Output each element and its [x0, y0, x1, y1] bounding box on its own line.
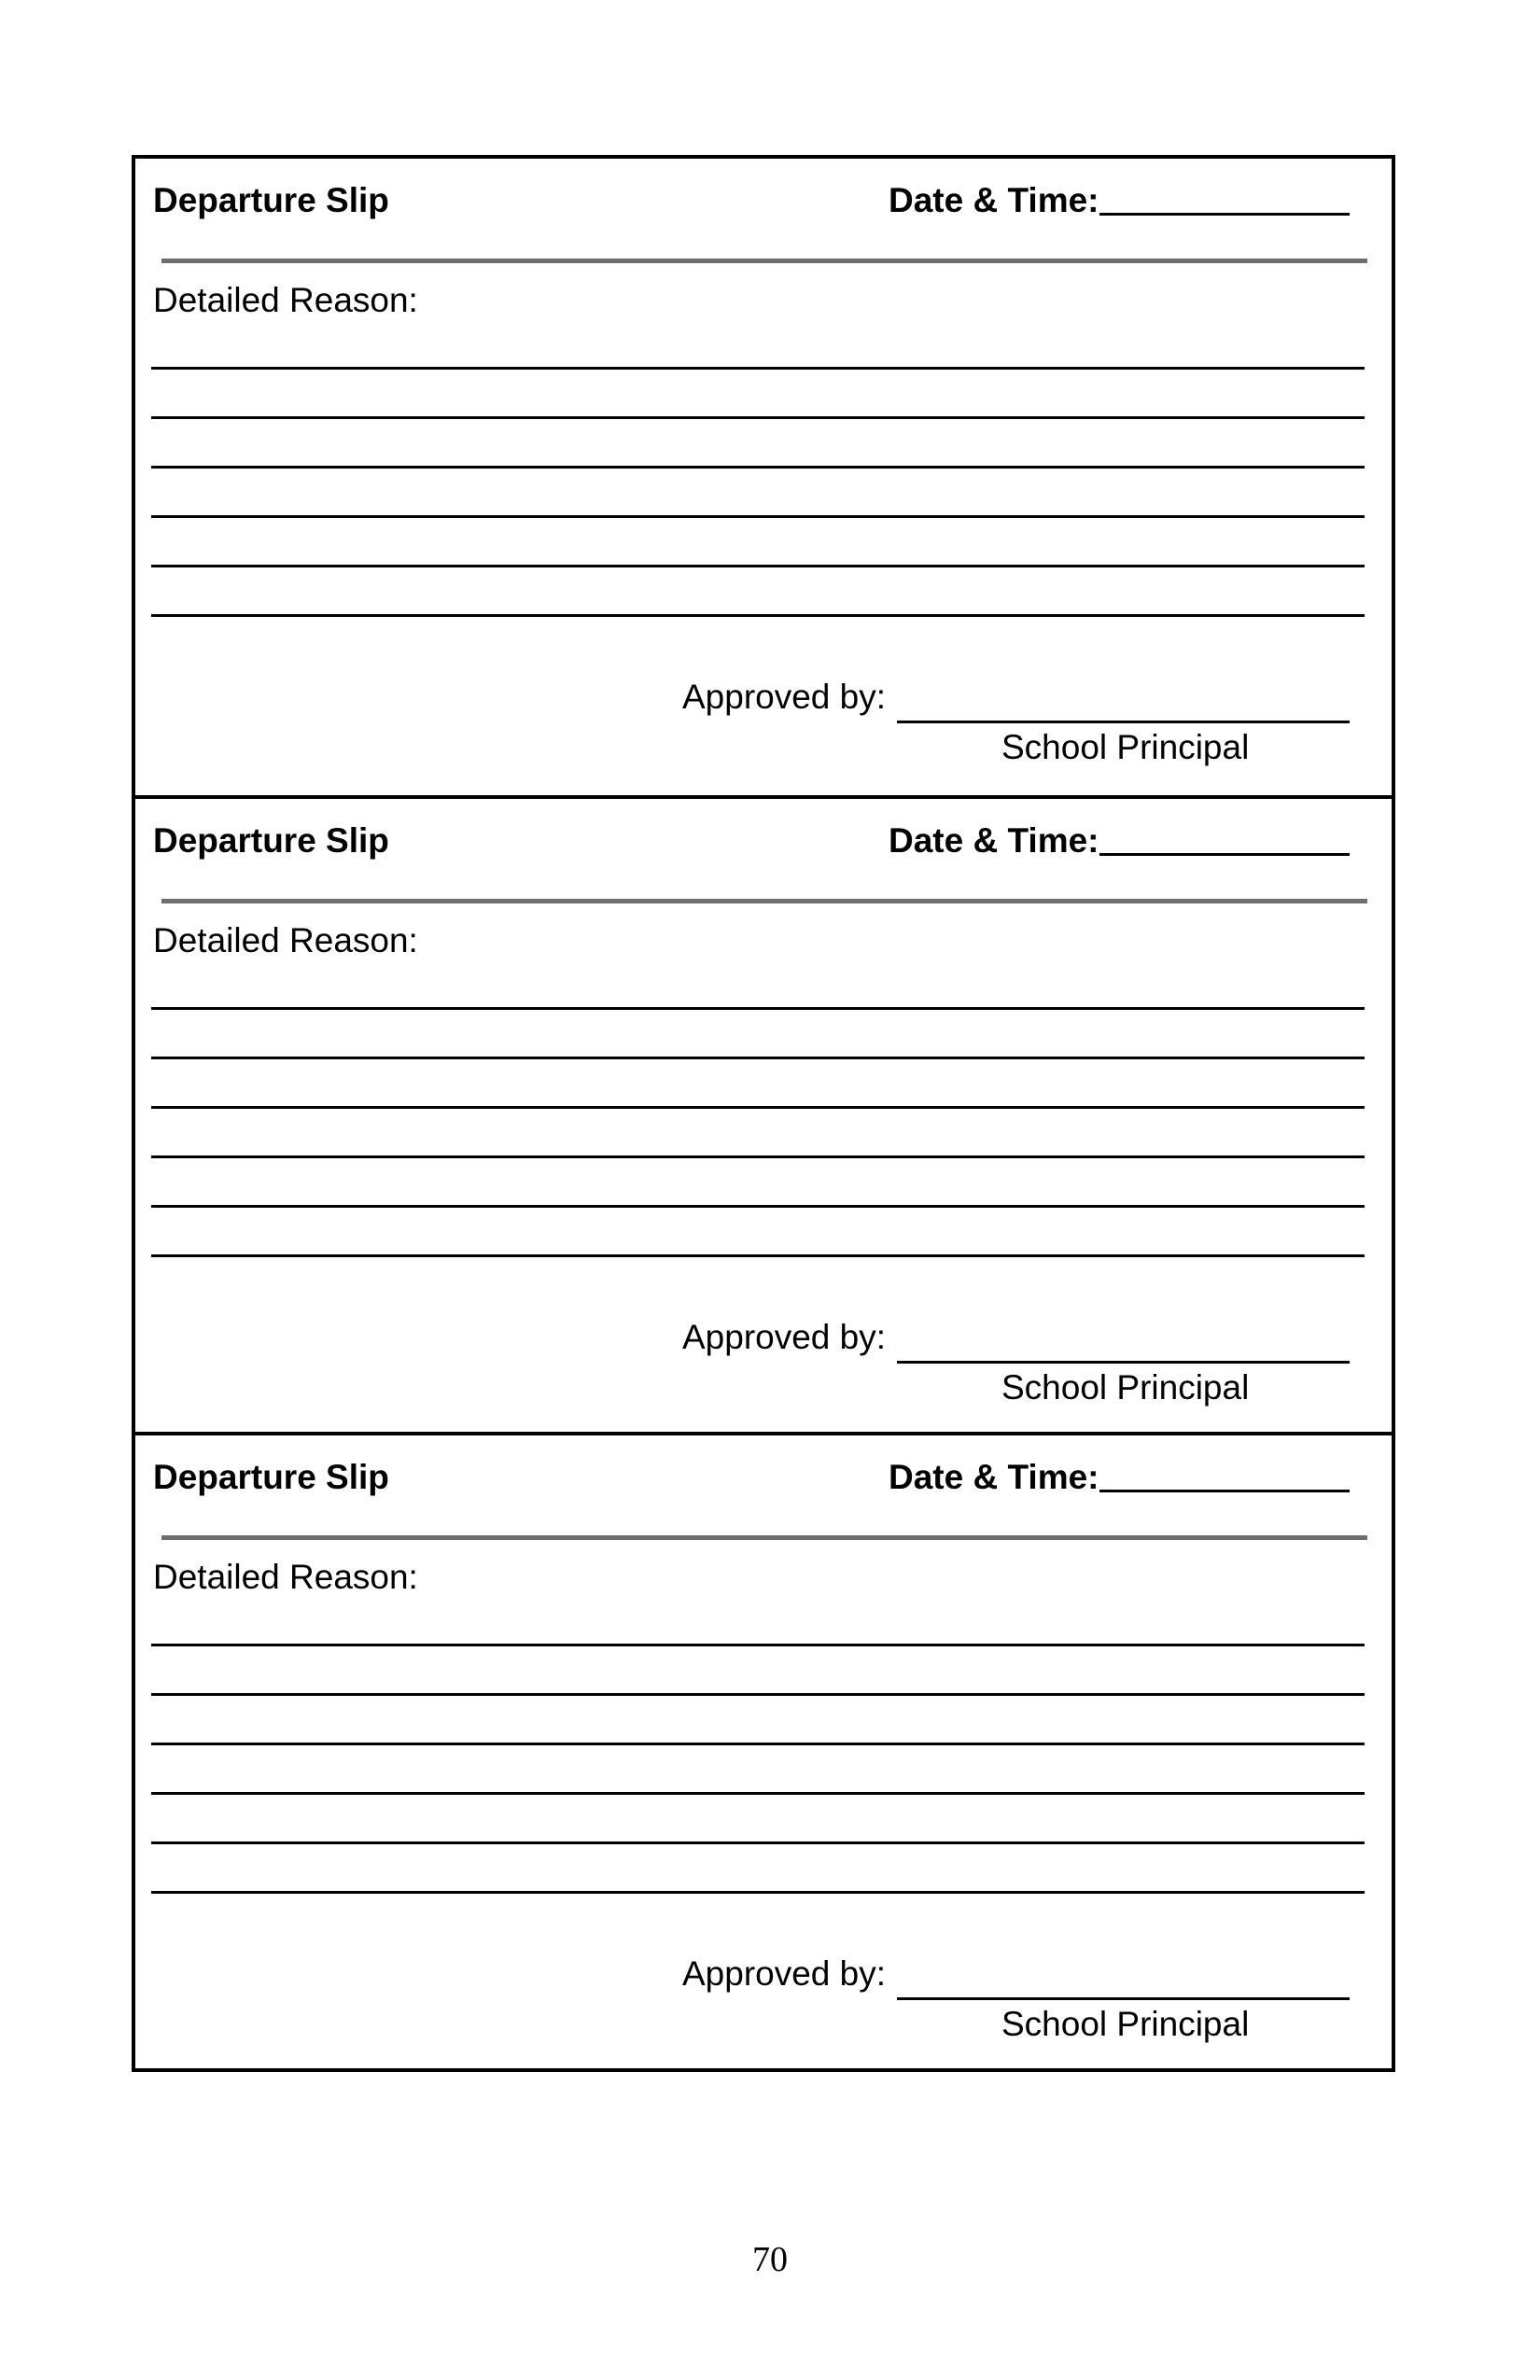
reason-line[interactable]	[151, 1891, 1365, 1894]
approver-title: School Principal	[1001, 2005, 1250, 2043]
reason-line[interactable]	[151, 1644, 1365, 1646]
date-time-label: Date & Time:	[889, 821, 1099, 860]
reason-label: Detailed Reason:	[153, 1558, 418, 1596]
header-divider	[161, 899, 1367, 903]
reason-line[interactable]	[151, 515, 1365, 518]
signature-line[interactable]	[897, 1361, 1350, 1364]
approved-by-label: Approved by:	[682, 1954, 887, 1993]
reason-line[interactable]	[151, 1155, 1365, 1158]
date-time-label: Date & Time:	[889, 1458, 1099, 1496]
approval-field	[682, 1956, 1350, 1991]
reason-line[interactable]	[151, 1254, 1365, 1257]
reason-line[interactable]	[151, 1841, 1365, 1844]
departure-slip	[135, 159, 1392, 795]
approved-by-label: Approved by:	[682, 678, 887, 716]
signature-line[interactable]	[897, 721, 1350, 723]
date-time-field	[889, 823, 1350, 858]
reason-line[interactable]	[151, 1106, 1365, 1109]
approved-by-label: Approved by:	[682, 1318, 887, 1356]
reason-label: Detailed Reason:	[153, 281, 418, 319]
approver-title: School Principal	[1001, 728, 1250, 766]
departure-slip	[135, 795, 1392, 1432]
approval-field	[682, 679, 1350, 714]
slip-title: Departure Slip	[153, 181, 389, 219]
signature-line[interactable]	[897, 1997, 1350, 2000]
reason-line[interactable]	[151, 565, 1365, 567]
reason-line[interactable]	[151, 367, 1365, 370]
date-time-label: Date & Time:	[889, 181, 1099, 219]
header-divider	[161, 259, 1367, 263]
reason-line[interactable]	[151, 1792, 1365, 1795]
date-time-blank[interactable]	[1099, 213, 1350, 216]
reason-line[interactable]	[151, 614, 1365, 617]
departure-slip	[135, 1432, 1392, 2068]
reason-line[interactable]	[151, 416, 1365, 419]
departure-slips-frame	[132, 155, 1395, 2072]
reason-line[interactable]	[151, 1007, 1365, 1010]
slip-title: Departure Slip	[153, 1458, 389, 1496]
slip-title: Departure Slip	[153, 821, 389, 860]
date-time-blank[interactable]	[1099, 1490, 1350, 1492]
reason-line[interactable]	[151, 1205, 1365, 1208]
date-time-field	[889, 1460, 1350, 1494]
reason-line[interactable]	[151, 1743, 1365, 1745]
approval-field	[682, 1320, 1350, 1354]
reason-line[interactable]	[151, 1057, 1365, 1059]
reason-line[interactable]	[151, 466, 1365, 469]
header-divider	[161, 1535, 1367, 1540]
reason-label: Detailed Reason:	[153, 921, 418, 959]
reason-line[interactable]	[151, 1693, 1365, 1696]
date-time-field	[889, 183, 1350, 217]
page-number: 70	[752, 2240, 788, 2279]
approver-title: School Principal	[1001, 1368, 1250, 1407]
date-time-blank[interactable]	[1099, 853, 1350, 856]
